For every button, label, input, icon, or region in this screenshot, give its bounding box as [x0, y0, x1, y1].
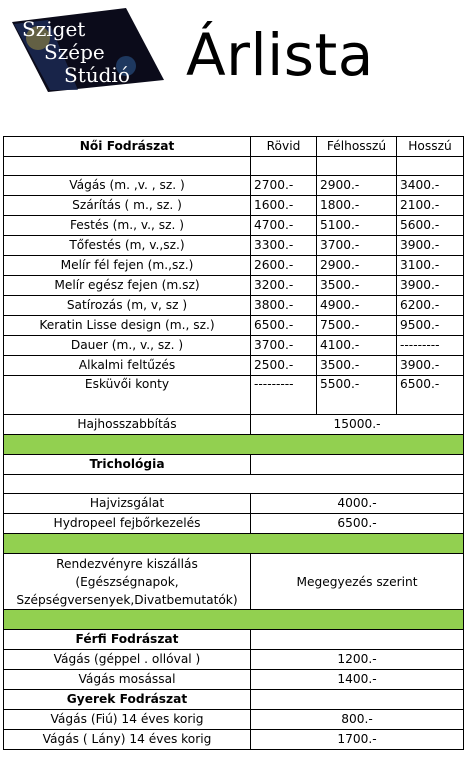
table-row: Keratin Lisse design (m., sz.) 6500.- 7500.- 9500.- — [4, 316, 464, 336]
trichology-heading: Trichológia — [4, 455, 251, 475]
table-row: Tőfestés (m, v.,sz.) 3300.- 3700.- 3900.- — [4, 236, 464, 256]
price-table — [3, 136, 464, 750]
table-row: Rendezvényre kiszállás (Egészségnapok, Szépségversenyek,Divatbemutatók) Megegyezés szerint — [4, 554, 464, 610]
table-row: Vágás (m. ,v. , sz. ) 2700.- 2900.- 3400.- — [4, 176, 464, 196]
kids-heading: Gyerek Fodrászat — [4, 690, 251, 710]
male-heading: Férfi Fodrászat — [4, 630, 251, 650]
male-heading-row — [4, 630, 464, 650]
column-long: Hosszú — [397, 137, 464, 157]
table-row: Dauer (m., v., sz. ) 3700.- 4100.- --------- — [4, 336, 464, 356]
table-row: Vágás (géppel . ollóval ) 1200.- — [4, 650, 464, 670]
table-row: Melír egész fejen (m.sz) 3200.- 3500.- 3900.- — [4, 276, 464, 296]
column-short: Rövid — [251, 137, 317, 157]
kids-heading-row — [4, 690, 464, 710]
table-row: Hajhosszabbítás 15000.- — [4, 415, 464, 435]
table-row: Satírozás (m, v, sz ) 3800.- 4900.- 6200.- — [4, 296, 464, 316]
table-row: Festés (m., v., sz. ) 4700.- 5100.- 5600.- — [4, 216, 464, 236]
logo-line-3: Stúdió — [64, 63, 130, 87]
column-medium: Félhosszú — [317, 137, 397, 157]
section-divider — [4, 534, 464, 554]
table-row: Vágás mosással 1400.- — [4, 670, 464, 690]
table-row: Alkalmi feltűzés 2500.- 3500.- 3900.- — [4, 356, 464, 376]
table-row: Hydropeel fejbőrkezelés 6500.- — [4, 514, 464, 534]
trichology-heading-row — [4, 455, 464, 475]
table-row: Vágás (Fiú) 14 éves korig 800.- — [4, 710, 464, 730]
logo-line-1: Sziget — [22, 17, 86, 41]
spacer-row — [4, 157, 464, 176]
section-divider — [4, 435, 464, 455]
studio-logo — [8, 8, 166, 92]
table-row: Melír fél fejen (m.,sz.) 2600.- 2900.- 3100.- — [4, 256, 464, 276]
table-row: Hajvizsgálat 4000.- — [4, 494, 464, 514]
logo-line-2: Szépe — [44, 40, 105, 64]
female-section-heading: Női Fodrászat — [4, 137, 251, 157]
table-row: Szárítás ( m., sz. ) 1600.- 1800.- 2100.- — [4, 196, 464, 216]
table-header-row — [4, 137, 464, 157]
table-row: Esküvői konty --------- 5500.- 6500.- — [4, 376, 464, 415]
page-header — [0, 0, 471, 132]
section-divider — [4, 610, 464, 630]
table-row: Vágás ( Lány) 14 éves korig 1700.- — [4, 730, 464, 750]
spacer-row — [4, 475, 464, 494]
page-title: Árlista — [186, 21, 374, 89]
